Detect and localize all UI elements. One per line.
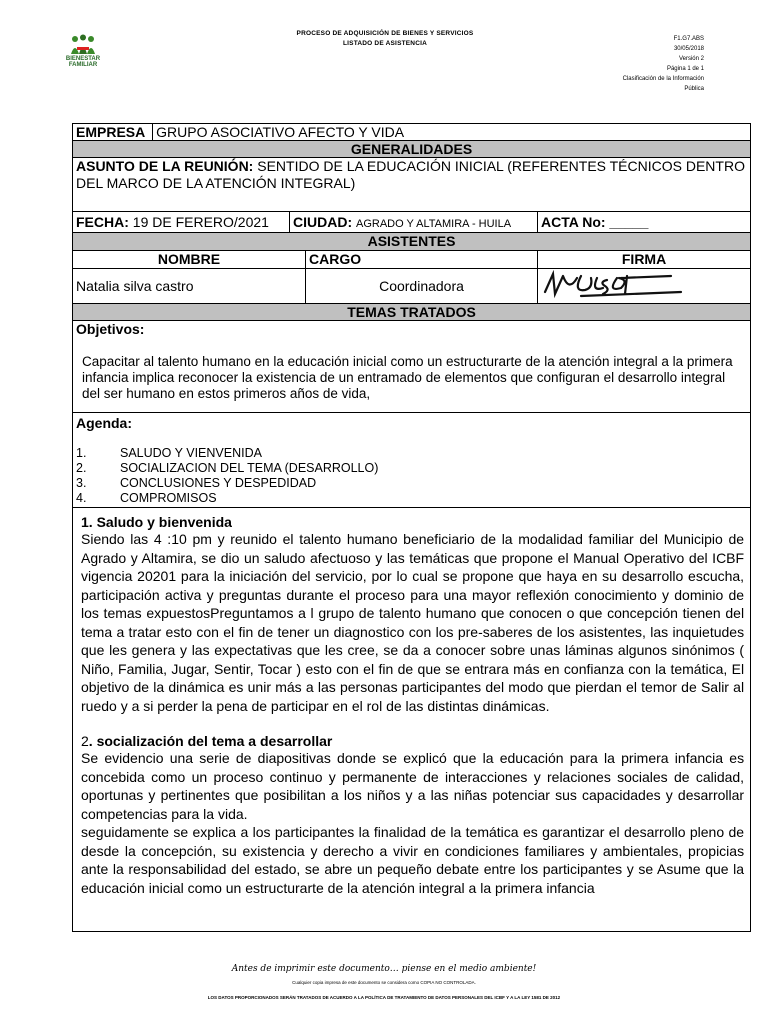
col-nombre: NOMBRE xyxy=(73,251,306,269)
signature-icon xyxy=(541,270,691,300)
col-cargo: CARGO xyxy=(306,251,538,269)
generalidades-heading: GENERALIDADES xyxy=(73,141,751,158)
footer-environment: Antes de imprimir este documento… piense en el medio ambiente! xyxy=(231,964,537,974)
doc-classification-2: Pública xyxy=(684,86,704,92)
asunto-value: SENTIDO DE LA EDUCACIÓN INICIAL (REFERENTES TÉCNICOS DENTRO DEL MARCO DE LA ATENCIÓN INTEGRAL) xyxy=(76,158,745,191)
fecha-label: FECHA: xyxy=(76,214,129,230)
fecha-value: 19 DE FERERO/2021 xyxy=(132,214,269,230)
ciudad-label: CIUDAD: xyxy=(293,214,353,230)
col-firma: FIRMA xyxy=(538,251,751,269)
objetivos-text: Capacitar al talento humano en la educación inicial como un estructurarte de la atención integral a la primera infancia implica reconocer la existencia de un entramado de elementos que configuran el desarrollo integral del ser humano en estos primeros años de vida, xyxy=(82,354,733,401)
agenda-label: Agenda: xyxy=(76,415,132,431)
ciudad-cell xyxy=(290,212,538,233)
agenda-item-text: COMPROMISOS xyxy=(120,491,217,505)
empresa-row xyxy=(73,124,751,141)
attendee-signature xyxy=(538,269,751,304)
attendee-cargo: Coordinadora xyxy=(306,269,538,304)
title-line-1: PROCESO DE ADQUISICIÓN DE BIENES Y SERVICIOS xyxy=(296,30,474,37)
agenda-item xyxy=(76,446,747,461)
section2-text-1: Se evidencio una serie de diapositivas donde se explicó que la educación para la primera infancia es concebida como un proceso continuo y permanente de interacciones y relaciones sociales de calidad, oportunas y pertinentes que posibilitan a los niños y a las niñas potenciar sus capacidades y desarrollar competencias para la vida. xyxy=(81,750,745,822)
doc-version: Versión 2 xyxy=(678,56,704,62)
title-line-2: LISTADO DE ASISTENCIA xyxy=(342,40,427,47)
agenda-cell xyxy=(73,413,751,508)
bienestar-familiar-logo xyxy=(60,34,106,68)
attendee-name: Natalia silva castro xyxy=(73,269,306,304)
asunto-row xyxy=(73,158,751,212)
fecha-cell xyxy=(73,212,290,233)
section2-num: 2 xyxy=(81,733,89,749)
agenda-item xyxy=(76,476,747,491)
agenda-item-num: 3. xyxy=(76,476,87,490)
empresa-label: EMPRESA xyxy=(76,124,146,140)
section2-title xyxy=(81,733,744,749)
section1-title: 1. Saludo y bienvenida xyxy=(81,514,232,530)
agenda-item-num: 4. xyxy=(76,491,87,505)
objetivos-label: Objetivos: xyxy=(76,321,145,337)
asunto-label: ASUNTO DE LA REUNIÓN: xyxy=(76,158,254,174)
document-title xyxy=(260,29,510,49)
doc-code: F1.G7.ABS xyxy=(673,36,704,42)
agenda-item-text: SOCIALIZACION DEL TEMA (DESARROLLO) xyxy=(120,461,379,475)
agenda-item-num: 1. xyxy=(76,446,87,460)
document-metadata xyxy=(564,34,704,94)
doc-date: 30/05/2018 xyxy=(673,46,704,52)
agenda-item-text: SALUDO Y VIENVENIDA xyxy=(120,446,262,460)
logo-text-2: FAMILIAR xyxy=(68,62,98,68)
asistentes-heading: ASISTENTES xyxy=(73,233,751,251)
section1-text: Siendo las 4 :10 pm y reunido el talento humano beneficiario de la modalidad familiar del Municipio de Agrado y Altamira, se dio un saludo afectuoso y las temáticas que propone el Manual Operativo del ICBF vigencia 20201 para la iniciación del servicio, por lo cual se propone que haya en su desarrollo escucha, participación activa y preguntas durante el proceso para una mayor reflexión conocimiento y dominio de los temas expuestosPreguntamos a l grupo de talento humano que conocen o que concepción tienen del tema a tratar esto con el fin de tener un diagnostico con los pre-saberes de los asistentes, las inquietudes que les genera y las expectativas que les cree, se da a conocer sobre unas láminas algunos sinónimos ( Niño, Familia, Jugar, Sentir, Tocar ) esto con el fin de que se entrara más en confianza con la temática, El objetivo de la dinámica es unir más a las personas participantes del modo que pierdan el temor de Salir al ruedo y a si perder la pena de participar en el rol de las distintas dinámicas. xyxy=(81,531,745,714)
development-cell xyxy=(73,508,751,932)
doc-page: Página 1 de 1 xyxy=(666,66,704,72)
section2-title-text: . socialización del tema a desarrollar xyxy=(88,733,333,749)
acta-cell: ACTA No: _____ xyxy=(538,212,751,233)
objetivos-cell xyxy=(73,321,751,413)
attendance-form xyxy=(72,123,751,932)
doc-classification-1: Clasificación de la Información xyxy=(622,76,704,82)
agenda-list xyxy=(76,446,747,506)
footer-copy-note: Cualquier copia impresa de este documento se considera como COPIA NO CONTROLADA. xyxy=(292,980,476,985)
logo-text-1: BIENESTAR xyxy=(65,56,101,62)
agenda-item xyxy=(76,461,747,476)
agenda-item-text: CONCLUSIONES Y DESPEDIDAD xyxy=(120,476,317,490)
section2-text-2: seguidamente se explica a los participantes la finalidad de la temática es garantizar el desarrollo pleno de desde la concepción, su existencia y derecho a vivir en condiciones familiares y ambientales, propicias ante la responsabilidad del estado, se abre un pequeño debate entre los participantes y se Asume que la educación inicial como un estructurarte de la atención integral a la primera infancia xyxy=(81,824,745,896)
footer-data-policy: LOS DATOS PROPORCIONADOS SERÁN TRATADOS DE ACUERDO A LA POLÍTICA DE TRATAMIENTO DE DATOS PERSONALES DEL ICBF Y A LA LEY 1581 DE 2012 xyxy=(207,995,561,1000)
temas-heading: TEMAS TRATADOS xyxy=(73,304,751,321)
ciudad-value: AGRADO Y ALTAMIRA - HUILA xyxy=(356,218,512,230)
family-logo-icon xyxy=(67,34,99,56)
agenda-item xyxy=(76,491,747,506)
empresa-value: GRUPO ASOCIATIVO AFECTO Y VIDA xyxy=(152,124,404,140)
agenda-item-num: 2. xyxy=(76,461,87,475)
